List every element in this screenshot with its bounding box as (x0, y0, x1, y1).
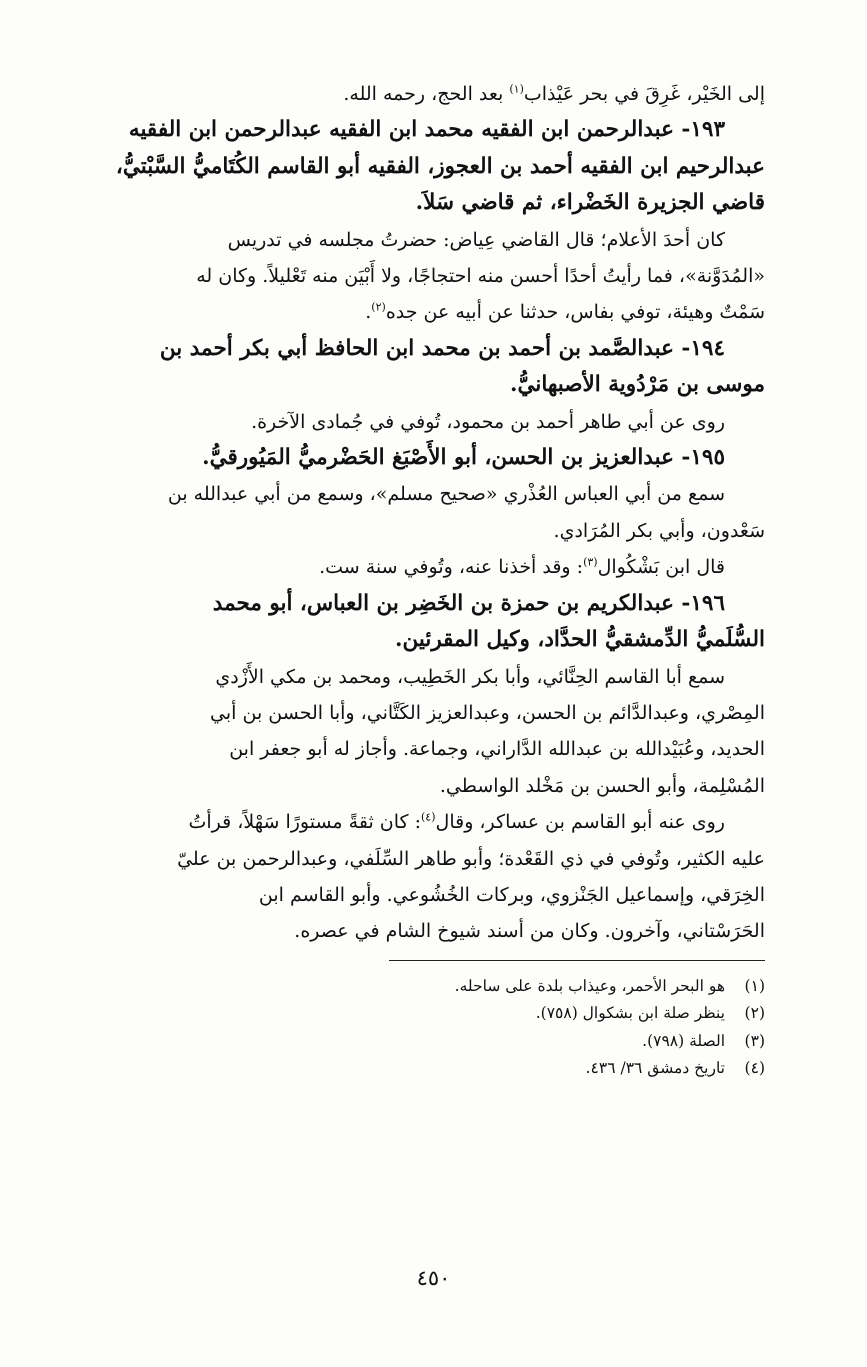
footnote-ref: (١) (509, 82, 524, 96)
footnote-item (98, 973, 765, 1001)
entry-195-heading: ١٩٥- عبدالعزيز بن الحسن، أبو الأَصْبَغ الحَضْرميُّ المَيُورقيُّ. (202, 445, 725, 471)
entry-195-body: سمع من أبي العباس العُذْري «صحيح مسلم»، وسمع من أبي عبدالله بن سَعْدون، وأبي بكر المُرَادي. قال ابن بَشْكُوال$^{(٣)}$: وقد أخذنا عنه، وتُوفي سنة ست. (167, 483, 765, 579)
entry-194-heading: ١٩٤- عبدالصَّمد بن أحمد بن محمد ابن الحافظ أبي بكر أحمد بن موسى بن مَرْدُوية الأصبهانيُّ. (159, 335, 765, 398)
entry-196-heading: ١٩٦- عبدالكريم بن حمزة بن الخَضِر بن العباس، أبو محمد السُّلَميُّ الدِّمشقيُّ الحدَّاد، وكيل المقرئين. (212, 590, 765, 653)
entry-194-body: روى عن أبي طاهر أحمد بن محمود، تُوفي في جُمادى الآخرة. (251, 410, 725, 433)
entry-number: ١٩٤- (673, 335, 725, 361)
footnote-text: تاريخ دمشق ٣٦/ ٤٣٦. (585, 1059, 725, 1078)
footnote-item (98, 1028, 765, 1056)
entry-193-heading: ١٩٣- عبدالرحمن ابن الفقيه محمد ابن الفقيه عبدالرحمن ابن الفقيه عبدالرحيم ابن الفقيه أحمد بن العجوز، الفقيه أبو القاسم الكُتَاميُّ السَّبْتيُّ، قاضي الجزيرة الخَضْراء، ثم قاضي سَلاَ. (115, 117, 765, 216)
footnote-divider (389, 960, 765, 961)
footnote-text: هو البحر الأحمر، وعيذاب بلدة على ساحله. (454, 976, 725, 995)
footnote-ref: (٣) (583, 555, 598, 569)
footnotes (98, 973, 765, 1083)
footnote-number: (٣) (744, 1031, 765, 1050)
footnote-text: الصلة (٧٩٨). (642, 1031, 725, 1050)
footnote-item (98, 1000, 765, 1028)
main-text (98, 76, 765, 950)
entry-196-body: سمع أبا القاسم الحِنَّائي، وأبا بكر الخَطِيب، ومحمد بن مكي الأَزْدي المِصْري، وعبدالدَّائم بن الحسن، وعبدالعزيز الكَتَّاني، وأبا الحسن بن أبي الحديد، وعُبَيْدالله بن عبدالله الدَّاراني، وجماعة. وأجاز له أبو جعفر ابن المُسْلِمة، وأبو الحسن بن مَخْلد الواسطي. روى عنه أبو القاسم بن عساكر، وقال$^{(٤)}$: كان ثقةً مستورًا سَهْلاً، قرأتُ عليه الكثير، وتُوفي في ذي القَعْدة؛ وأبو طاهر السِّلَفي، وعبدالرحمن بن عليّ الخِرَقي، وإسماعيل الجَنْزوي، وبركات الخُشُوعي. وأبو القاسم ابن الحَرَسْتاني، وآخرون. وكان من أسند شيوخ الشام في عصره. (177, 665, 765, 943)
footnote-text: ينظر صلة ابن بشكوال (٧٥٨). (535, 1004, 725, 1023)
text-line: إلى الخَيْر، غَرِقَ في بحر عَيْذاب$^{(١)}$ بعد الحج، رحمه الله. (343, 82, 765, 105)
footnote-ref: (٤) (421, 810, 436, 824)
entry-number: ١٩٦- (673, 590, 725, 616)
entry-number: ١٩٣- (673, 117, 725, 143)
entry-193-body: كان أحدَ الأعلام؛ قال القاضي عِياض: حضرتُ مجلسه في تدريس «المُدَوَّنة»، فما رأيتُ أحدًا أحسن منه احتجاجًا، ولا أَبْيَن منه تَعْليلاً. وكان له سَمْتٌ وهيئة، توفي بفاس، حدثنا عن أبيه عن جده$^{(٢)}$. (196, 228, 765, 324)
footnote-number: (٢) (744, 1004, 765, 1023)
page-number: ٤٥٠ (416, 1266, 451, 1290)
footnote-number: (١) (744, 976, 765, 995)
footnote-ref: (٢) (371, 301, 386, 315)
entry-number: ١٩٥- (673, 445, 725, 471)
footnote-number: (٤) (744, 1059, 765, 1078)
footnote-item (98, 1055, 765, 1083)
